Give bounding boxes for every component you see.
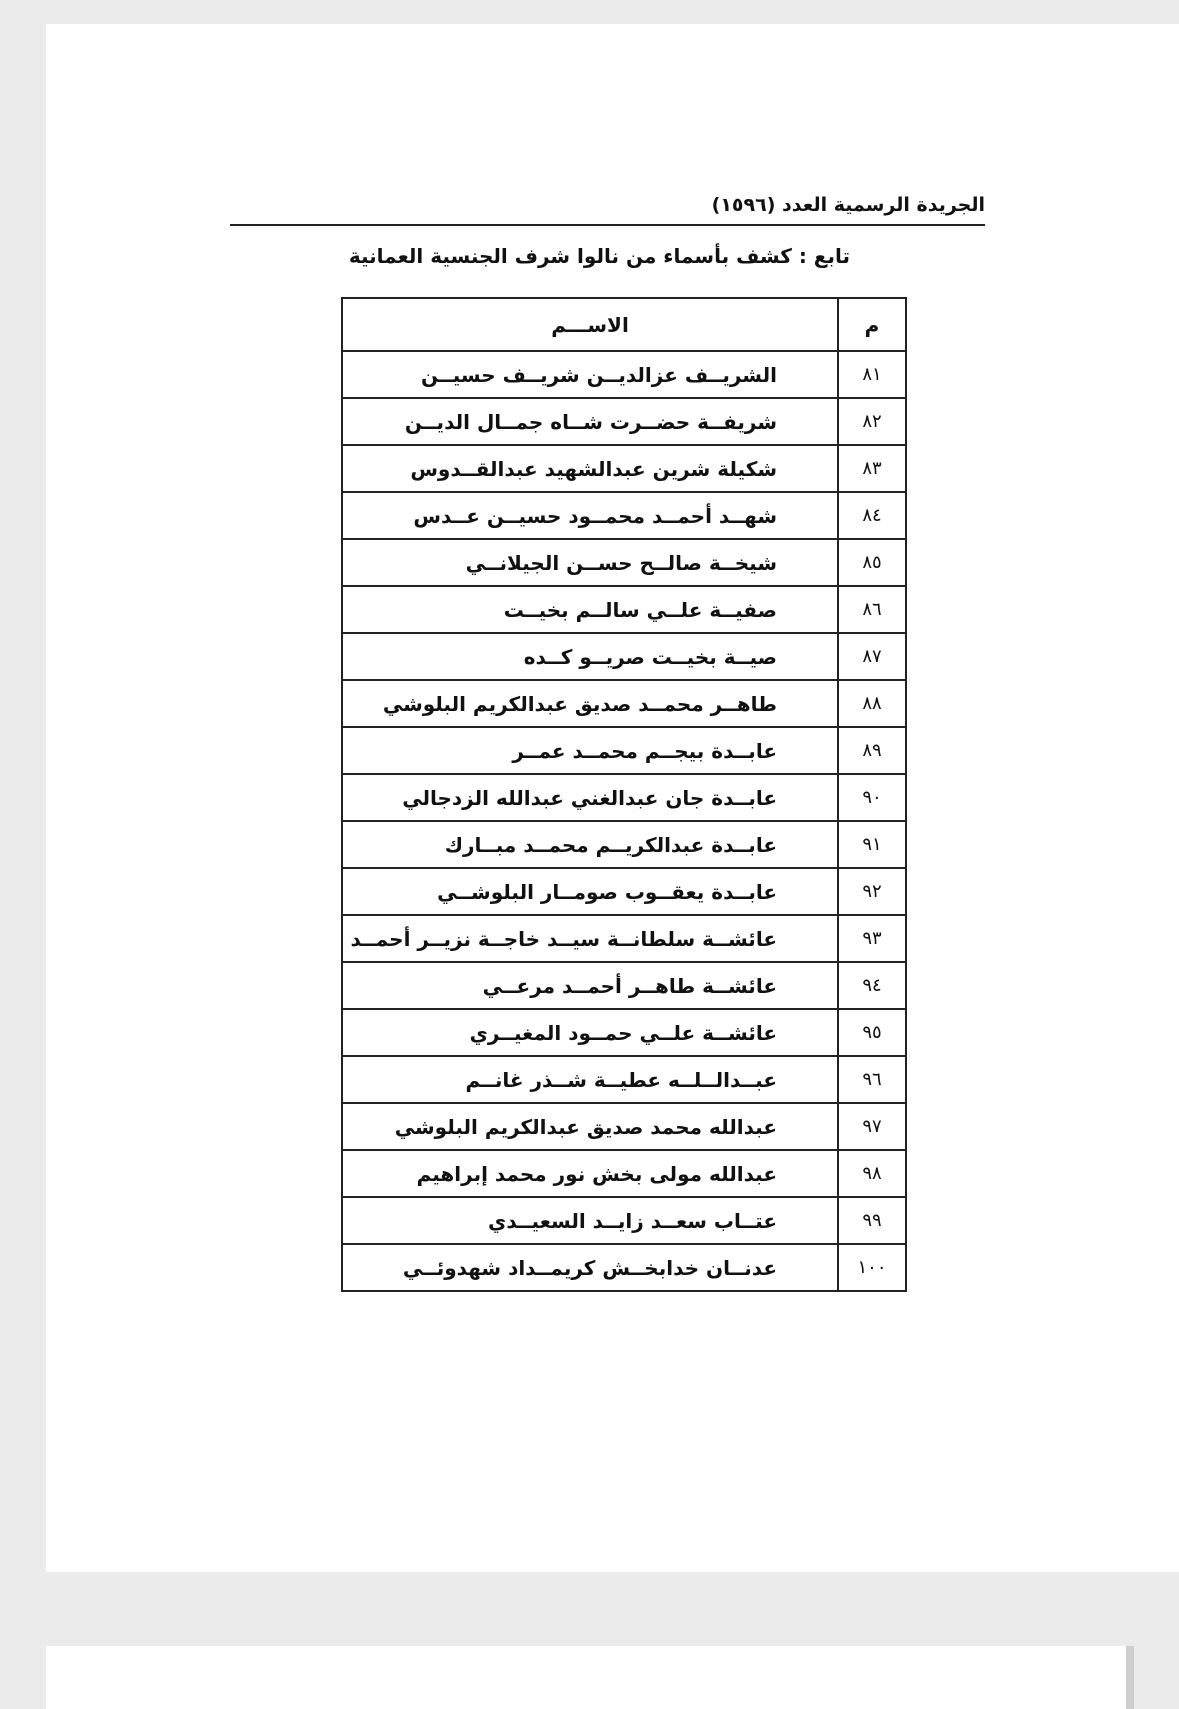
names-table xyxy=(341,297,907,1292)
next-page-preview xyxy=(46,1646,1126,1709)
table-row xyxy=(342,1244,906,1291)
person-name: شيخــة صالــح حســن الجيلانــي xyxy=(342,539,838,586)
next-page-edge xyxy=(1126,1646,1134,1709)
table-row xyxy=(342,915,906,962)
table-row xyxy=(342,539,906,586)
row-number: ٨٢ xyxy=(838,398,906,445)
person-name: عائشــة علــي حمــود المغيــري xyxy=(342,1009,838,1056)
table-header-row xyxy=(342,298,906,351)
person-name: عدنــان خدابخــش كريمــداد شهدوئــي xyxy=(342,1244,838,1291)
row-number: ٩٤ xyxy=(838,962,906,1009)
row-number: ٨٨ xyxy=(838,680,906,727)
gazette-title: الجريدة الرسمية العدد (١٥٩٦) xyxy=(711,194,985,216)
table-row xyxy=(342,774,906,821)
person-name: عبدالله محمد صديق عبدالكريم البلوشي xyxy=(342,1103,838,1150)
gazette-header xyxy=(230,190,985,226)
person-name: عابــدة جان عبدالغني عبدالله الزدجالي xyxy=(342,774,838,821)
table-row xyxy=(342,1150,906,1197)
row-number: ٨٧ xyxy=(838,633,906,680)
person-name: عابــدة يعقــوب صومــار البلوشــي xyxy=(342,868,838,915)
row-number: ٨٥ xyxy=(838,539,906,586)
header-divider xyxy=(230,224,985,226)
person-name: عابــدة عبدالكريــم محمــد مبــارك xyxy=(342,821,838,868)
row-number: ٨٣ xyxy=(838,445,906,492)
table-row xyxy=(342,586,906,633)
row-number: ٩٩ xyxy=(838,1197,906,1244)
person-name: الشريــف عزالديــن شريــف حسيــن xyxy=(342,351,838,398)
table-row xyxy=(342,727,906,774)
table-row xyxy=(342,633,906,680)
row-number: ٩٦ xyxy=(838,1056,906,1103)
table-body xyxy=(342,351,906,1291)
table-row xyxy=(342,1009,906,1056)
table-row xyxy=(342,445,906,492)
table-row xyxy=(342,1197,906,1244)
row-number: ٩٢ xyxy=(838,868,906,915)
row-number: ٩٧ xyxy=(838,1103,906,1150)
person-name: عابــدة بيجــم محمــد عمــر xyxy=(342,727,838,774)
person-name: عتــاب سعــد زايــد السعيــدي xyxy=(342,1197,838,1244)
row-number: ٩٨ xyxy=(838,1150,906,1197)
list-subtitle: تابع : كشف بأسماء من نالوا شرف الجنسية العمانية xyxy=(348,244,850,268)
column-header-name: الاســـم xyxy=(342,298,838,351)
person-name: عائشــة طاهــر أحمــد مرعــي xyxy=(342,962,838,1009)
person-name: صفيــة علــي سالــم بخيــت xyxy=(342,586,838,633)
person-name: عبــدالــلــه عطيــة شــذر غانــم xyxy=(342,1056,838,1103)
table-row xyxy=(342,398,906,445)
row-number: ٩٠ xyxy=(838,774,906,821)
table-row xyxy=(342,821,906,868)
person-name: طاهــر محمــد صديق عبدالكريم البلوشي xyxy=(342,680,838,727)
column-header-number: م xyxy=(838,298,906,351)
table-row xyxy=(342,1103,906,1150)
table-row xyxy=(342,1056,906,1103)
row-number: ٩١ xyxy=(838,821,906,868)
row-number: ٨٩ xyxy=(838,727,906,774)
person-name: عبدالله مولى بخش نور محمد إبراهيم xyxy=(342,1150,838,1197)
row-number: ٨٦ xyxy=(838,586,906,633)
person-name: شكيلة شرين عبدالشهيد عبدالقــدوس xyxy=(342,445,838,492)
row-number: ١٠٠ xyxy=(838,1244,906,1291)
row-number: ٩٥ xyxy=(838,1009,906,1056)
person-name: عائشــة سلطانــة سيــد خاجــة نزيــر أحمــد xyxy=(342,915,838,962)
row-number: ٨٤ xyxy=(838,492,906,539)
table-row xyxy=(342,680,906,727)
table-row xyxy=(342,962,906,1009)
row-number: ٨١ xyxy=(838,351,906,398)
person-name: شريفــة حضــرت شــاه جمــال الديــن xyxy=(342,398,838,445)
table-row xyxy=(342,868,906,915)
person-name: شهــد أحمــد محمــود حسيــن عــدس xyxy=(342,492,838,539)
row-number: ٩٣ xyxy=(838,915,906,962)
table-row xyxy=(342,492,906,539)
table-row xyxy=(342,351,906,398)
person-name: صيــة بخيــت صريــو كــده xyxy=(342,633,838,680)
